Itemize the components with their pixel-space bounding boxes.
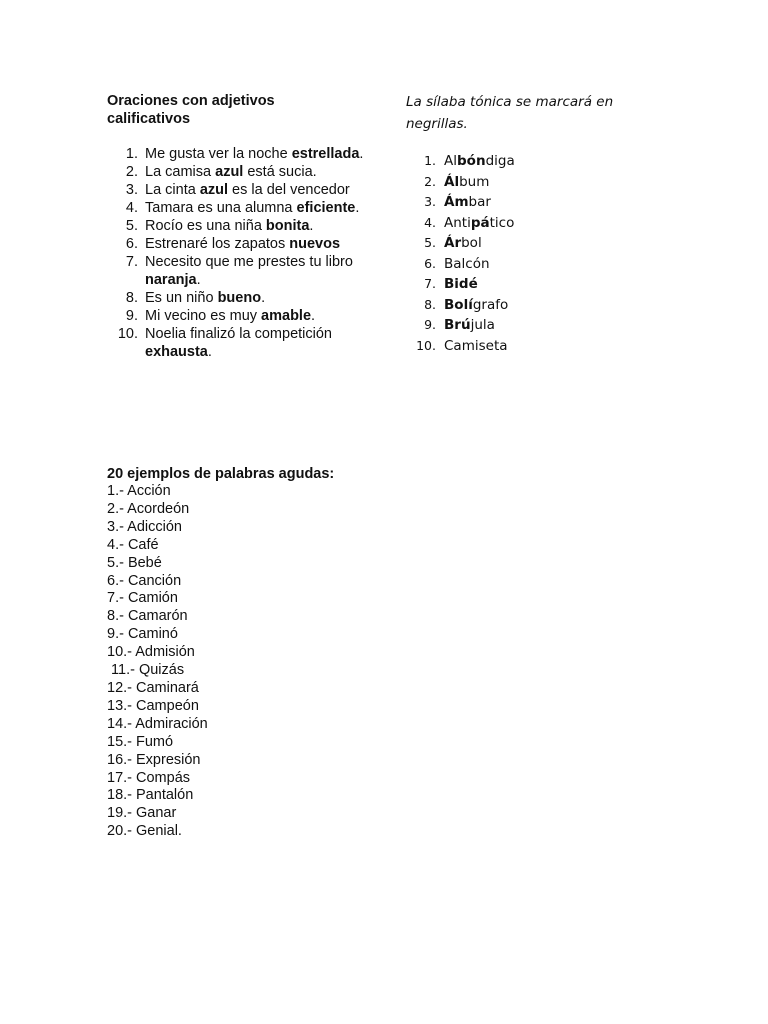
list-item: [107, 325, 367, 361]
list-item-text: [145, 325, 367, 361]
list-item-text: [444, 151, 515, 172]
list-item-text: [444, 233, 482, 254]
text: .: [355, 200, 360, 216]
list-item-text: [444, 172, 489, 193]
bold-text: nuevos: [289, 236, 341, 252]
text: Balcón: [444, 255, 490, 272]
text: Me gusta ver la noche: [145, 146, 292, 162]
list-item: 14.- Admiración: [107, 715, 208, 732]
bold-text: bonita: [265, 218, 310, 234]
bold-text: Ám: [444, 194, 469, 210]
list-item: 17.- Compás: [107, 769, 191, 786]
list-item: 9.- Caminó: [107, 626, 178, 643]
text: tico: [489, 214, 515, 231]
list-item: 16.- Expresión: [107, 751, 201, 768]
list-item-text: [444, 336, 508, 357]
list-item-text: [444, 254, 490, 275]
bold-text: naranja: [145, 272, 197, 288]
list-item-text: [444, 315, 495, 336]
text: diga: [485, 153, 515, 169]
list-item-number: 8.: [424, 296, 436, 312]
text: grafo: [472, 296, 509, 313]
list-item: [107, 253, 367, 289]
adjective-sentence-list: [107, 145, 367, 361]
bold-text: bueno: [217, 290, 262, 306]
list-item-number: 2.: [125, 164, 138, 180]
bold-text: estrellada: [291, 146, 360, 162]
list-item-number: 7.: [424, 276, 436, 291]
bold-text: azul: [199, 182, 229, 198]
list-item: [107, 145, 367, 163]
bold-text: Ár: [444, 235, 462, 251]
text: bol: [461, 235, 482, 251]
list-item-number: 10.: [117, 326, 138, 342]
text: jula: [470, 317, 495, 333]
text: Anti: [444, 214, 471, 231]
text: .: [309, 218, 314, 234]
agudas-word-list: [107, 483, 208, 841]
text: .: [359, 146, 364, 162]
list-item-text: [145, 253, 367, 289]
text: Noelia finalizó la competición: [145, 326, 332, 342]
text: .: [261, 290, 266, 306]
list-item: 7.- Camión: [107, 590, 178, 607]
list-item: [107, 217, 367, 235]
text: Rocío es una niña: [145, 218, 266, 234]
list-item-text: [444, 192, 491, 213]
list-item-text: [145, 199, 367, 217]
text: está sucia.: [243, 164, 317, 180]
list-item-number: 1.: [424, 153, 436, 168]
list-item-text: [145, 163, 367, 181]
list-item: [406, 315, 515, 336]
list-item: [406, 274, 515, 295]
bold-text: Bolí: [444, 296, 473, 313]
text: .: [311, 308, 316, 324]
list-item: [406, 295, 515, 316]
agudas-section-title: 20 ejemplos de palabras agudas:: [107, 466, 335, 482]
list-item: 8.- Camarón: [107, 608, 188, 625]
list-item-number: 4.: [125, 200, 138, 216]
list-item: 18.- Pantalón: [107, 787, 194, 804]
list-item-text: [444, 213, 514, 234]
bold-text: eficiente: [296, 200, 356, 216]
list-item-number: 1.: [125, 146, 138, 162]
bold-text: exhausta: [145, 344, 208, 360]
bold-text: Ál: [444, 173, 460, 190]
list-item-number: 9.: [424, 317, 436, 332]
bold-text: Bidé: [444, 276, 478, 292]
list-item: [107, 307, 367, 325]
bold-text: Brú: [444, 317, 471, 333]
text: La camisa: [145, 164, 216, 180]
list-item-number: 3.: [424, 194, 436, 209]
list-item: [406, 172, 515, 193]
text: Camiseta: [444, 337, 508, 354]
list-item: 13.- Campeón: [107, 697, 199, 714]
list-item: [406, 233, 515, 254]
list-item-number: 4.: [424, 214, 436, 230]
text: Estrenaré los zapatos: [145, 236, 290, 252]
list-item: 12.- Caminará: [107, 679, 199, 696]
text: La cinta: [145, 182, 200, 198]
list-item-number: 8.: [125, 290, 138, 306]
text: Necesito que me prestes tu libro: [145, 254, 353, 270]
text: es la del vencedor: [228, 182, 350, 198]
text: bar: [468, 194, 491, 210]
list-item-text: [145, 217, 367, 235]
list-item-text: [145, 235, 367, 253]
bold-text: pá: [470, 214, 490, 231]
text: Mi vecino es muy: [145, 308, 262, 324]
list-item: 19.- Ganar: [107, 805, 177, 822]
list-item: 3.- Adicción: [107, 518, 182, 535]
text: Tamara es una alumna: [145, 200, 297, 216]
list-item-number: 10.: [416, 337, 436, 353]
text: Al: [444, 153, 457, 169]
list-item-number: 9.: [125, 308, 138, 324]
list-item-text: [444, 274, 478, 295]
list-item-number: 6.: [424, 255, 436, 271]
list-item-text: [145, 289, 367, 307]
list-item: [107, 289, 367, 307]
list-item: [107, 181, 367, 199]
text: bum: [459, 173, 490, 190]
bold-text: azul: [215, 164, 244, 180]
bold-text: amable: [261, 308, 312, 324]
right-column-title: La sílaba tónica se marcará en negrillas.: [406, 94, 614, 132]
list-item: 5.- Bebé: [107, 554, 162, 571]
text: .: [207, 344, 212, 360]
list-item: 4.- Café: [107, 536, 159, 553]
bold-text: bón: [457, 153, 486, 169]
list-item: [406, 192, 515, 213]
list-item-number: 7.: [125, 254, 138, 270]
list-item: 1.- Acción: [107, 483, 171, 499]
list-item-text: [145, 307, 367, 325]
list-item: 20.- Genial.: [107, 823, 182, 840]
list-item: [406, 213, 515, 234]
list-item: [107, 199, 367, 217]
list-item-number: 5.: [125, 218, 138, 234]
list-item-number: 3.: [125, 182, 138, 198]
left-column-title: Oraciones con adjetivos calificativos: [107, 93, 275, 127]
list-item-number: 6.: [125, 236, 138, 252]
list-item-text: [145, 181, 367, 199]
list-item: [107, 163, 367, 181]
list-item: [406, 151, 515, 172]
list-item-text: [145, 145, 367, 163]
list-item: [107, 235, 367, 253]
text: .: [196, 272, 201, 288]
list-item-text: [444, 295, 508, 316]
list-item: 15.- Fumó: [107, 733, 174, 750]
list-item: 6.- Canción: [107, 572, 182, 589]
list-item-number: 2.: [424, 173, 436, 189]
list-item-number: 5.: [424, 235, 436, 250]
text: Es un niño: [145, 290, 218, 306]
list-item: 10.- Admisión: [107, 644, 195, 661]
stressed-syllable-word-list: [406, 151, 515, 356]
list-item: [406, 336, 515, 357]
list-item: 11.- Quizás: [107, 662, 185, 679]
list-item: [406, 254, 515, 275]
list-item: 2.- Acordeón: [107, 500, 190, 517]
